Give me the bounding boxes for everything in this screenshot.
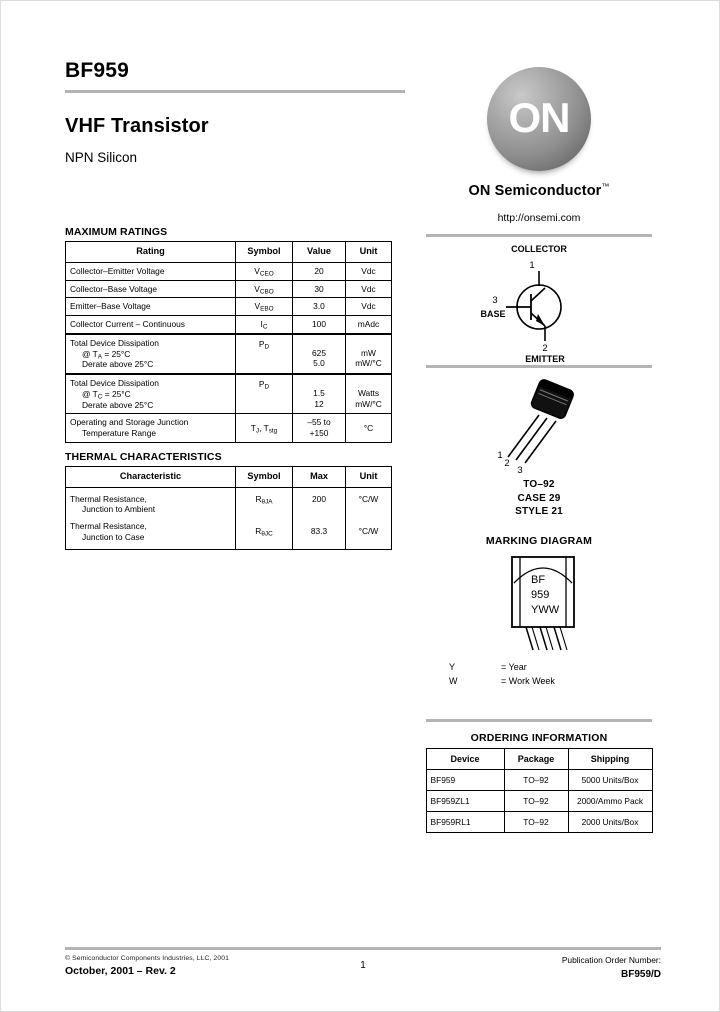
rating-unit: Vdc <box>346 262 392 280</box>
company-name: ON Semiconductor™ <box>468 182 610 199</box>
order-device: BF959ZL1 <box>426 791 504 812</box>
rating-value <box>293 414 346 443</box>
order-shipping: 2000/Ammo Pack <box>568 791 652 812</box>
rating-unit: Vdc <box>346 280 392 298</box>
rating-symbol: $T_J$, $T_{stg}$ <box>236 414 293 443</box>
rating-label: Collector Current – Continuous <box>66 316 236 334</box>
table-row <box>66 487 392 518</box>
thermal-char-line2: Junction to Case <box>82 531 145 542</box>
thermal-char-line2: Junction to Ambient <box>82 504 156 515</box>
dissipation-ta-value1: 625 <box>312 347 326 358</box>
on-logo-text: ON <box>508 94 570 142</box>
package-name: TO–92 <box>523 478 555 490</box>
legend-key: W <box>449 676 458 687</box>
rating-value <box>293 334 346 374</box>
section-divider <box>426 365 652 368</box>
page-subtitle: NPN Silicon <box>65 150 138 165</box>
transistor-schematic <box>419 241 659 363</box>
thermal-max: 200 <box>293 487 346 518</box>
rating-symbol: $V_{CBO}$ <box>236 280 293 298</box>
left-column <box>65 59 405 550</box>
table-header-row <box>66 466 392 487</box>
copyright-notice: © Semiconductor Components Industries, LLC, 2001 <box>65 955 229 962</box>
table-row <box>66 518 392 549</box>
table-row <box>426 791 652 812</box>
marking-legend <box>449 661 629 689</box>
package-case: CASE 29 <box>517 492 561 504</box>
ordering-information-heading: ORDERING INFORMATION <box>470 732 608 745</box>
column-header-unit: Unit <box>346 466 392 487</box>
header-divider <box>65 90 405 93</box>
base-label-text: BASE <box>480 308 506 319</box>
thermal-unit: °C/W <box>346 487 392 518</box>
rating-value: 3.0 <box>293 298 346 316</box>
dissipation-tc-value1: 1.5 <box>313 387 325 398</box>
marking-line1-text: BF <box>531 574 546 587</box>
rating-symbol: $P_D$ <box>236 374 293 414</box>
dissipation-tc-line2: @ $T_C = 25^\circ C$ <box>82 388 131 401</box>
order-package: TO–92 <box>504 770 568 791</box>
section-divider <box>426 719 652 722</box>
legend-key: Y <box>449 662 456 673</box>
column-header-package: Package <box>504 749 568 770</box>
dissipation-tc-line1: Total Device Dissipation <box>70 378 159 389</box>
column-header-value: Value <box>293 242 346 263</box>
right-column <box>419 59 659 833</box>
on-logo-sphere-icon <box>487 67 591 171</box>
section-divider <box>426 234 652 237</box>
package-pin2-text: 2 <box>504 457 510 469</box>
dissipation-tc-value2: 12 <box>314 398 324 409</box>
order-shipping: 5000 Units/Box <box>568 770 652 791</box>
table-row <box>66 316 392 334</box>
table-row <box>66 280 392 298</box>
rating-value: 20 <box>293 262 346 280</box>
rating-symbol: $V_{CEO}$ <box>236 262 293 280</box>
max-ratings-table <box>65 241 392 443</box>
thermal-symbol: $R_{\theta JC}$ <box>236 518 293 549</box>
footer-divider <box>65 947 661 950</box>
rating-label <box>66 334 236 374</box>
dissipation-ta-unit1: mW <box>361 347 376 358</box>
marking-line3-text: YWW <box>531 604 560 617</box>
table-row-dissipation-tc <box>66 374 392 414</box>
marking-line2-text: 959 <box>531 589 550 602</box>
emitter-label-text: EMITTER <box>525 353 565 363</box>
ordering-information-table <box>426 748 653 833</box>
table-row <box>66 262 392 280</box>
temp-range-value2: +150 <box>309 428 329 439</box>
dissipation-ta-line3: Derate above 25°C <box>82 359 154 370</box>
column-header-device: Device <box>426 749 504 770</box>
max-ratings-heading: MAXIMUM RATINGS <box>65 226 168 238</box>
thermal-symbol: $R_{\theta JA}$ <box>236 487 293 518</box>
rating-value: 100 <box>293 316 346 334</box>
footer-right <box>562 955 661 980</box>
rating-label <box>66 414 236 443</box>
package-pin1-text: 1 <box>497 449 503 461</box>
on-semiconductor-logo <box>419 67 659 224</box>
table-row <box>426 770 652 791</box>
rating-unit: mAdc <box>346 316 392 334</box>
legend-item <box>449 661 629 675</box>
table-row <box>426 812 652 833</box>
thermal-max: 83.3 <box>293 518 346 549</box>
table-header-row <box>66 242 392 263</box>
package-labels <box>419 478 659 519</box>
page-number: 1 <box>360 960 366 971</box>
dissipation-ta-unit2: mW/°C <box>355 358 382 369</box>
rating-value <box>293 374 346 414</box>
temp-range-line1: Operating and Storage Junction <box>70 417 189 428</box>
package-style: STYLE 21 <box>515 506 563 518</box>
page-title: VHF Transistor <box>65 115 209 137</box>
rating-symbol: $P_D$ <box>236 334 293 374</box>
revision-date: October, 2001 – Rev. 2 <box>65 965 176 977</box>
order-package: TO–92 <box>504 791 568 812</box>
column-header-max: Max <box>293 466 346 487</box>
legend-item <box>449 675 629 689</box>
order-device: BF959 <box>426 770 504 791</box>
rating-unit: °C <box>346 414 392 443</box>
table-header-row <box>426 749 652 770</box>
order-package: TO–92 <box>504 812 568 833</box>
package-pin3-text: 3 <box>517 464 523 476</box>
rating-label: Collector–Base Voltage <box>66 280 236 298</box>
column-header-symbol: Symbol <box>236 242 293 263</box>
table-row <box>66 298 392 316</box>
column-header-unit: Unit <box>346 242 392 263</box>
thermal-characteristic <box>66 518 236 549</box>
publication-order-label: Publication Order Number: <box>561 955 661 965</box>
dissipation-ta-line1: Total Device Dissipation <box>70 337 159 348</box>
temp-range-value1: –55 to <box>307 417 331 428</box>
dissipation-ta-value2: 5.0 <box>313 358 325 369</box>
dissipation-tc-unit1: Watts <box>357 387 380 398</box>
dissipation-tc-line3: Derate above 25°C <box>82 399 154 410</box>
column-header-rating: Rating <box>66 242 236 263</box>
legend-value: = Work Week <box>501 676 555 687</box>
thermal-heading: THERMAL CHARACTERISTICS <box>65 450 222 463</box>
rating-label <box>66 374 236 414</box>
rating-unit: Vdc <box>346 298 392 316</box>
thermal-char-line1: Thermal Resistance, <box>70 493 147 504</box>
rating-label: Emitter–Base Voltage <box>66 298 236 316</box>
trademark-symbol: ™ <box>601 182 610 191</box>
table-row-dissipation-ta <box>66 334 392 374</box>
page-footer <box>65 947 661 989</box>
collector-label-text: COLLECTOR <box>511 243 567 254</box>
column-header-characteristic: Characteristic <box>66 466 236 487</box>
base-pin-text: 3 <box>492 294 498 306</box>
package-drawing <box>419 378 659 519</box>
thermal-char-line1: Thermal Resistance, <box>70 521 147 532</box>
thermal-table <box>65 466 392 550</box>
marking-diagram-heading: MARKING DIAGRAM <box>485 535 593 548</box>
marking-diagram <box>419 547 659 655</box>
rating-unit <box>346 334 392 374</box>
part-number: BF959 <box>65 59 130 82</box>
collector-pin-text: 1 <box>529 259 535 271</box>
legend-value: = Year <box>501 662 527 673</box>
company-url[interactable]: http://onsemi.com <box>497 211 581 224</box>
temp-range-line2: Temperature Range <box>82 428 157 439</box>
rating-label: Collector–Emitter Voltage <box>66 262 236 280</box>
dissipation-ta-line2: @ $T_A = 25^\circ C$ <box>82 348 131 361</box>
table-row-temp-range <box>66 414 392 443</box>
column-header-symbol: Symbol <box>236 466 293 487</box>
thermal-unit: °C/W <box>346 518 392 549</box>
publication-order-number: BF959/D <box>620 969 661 980</box>
column-header-shipping: Shipping <box>568 749 652 770</box>
order-shipping: 2000 Units/Box <box>568 812 652 833</box>
dissipation-tc-unit2: mW/°C <box>355 398 382 409</box>
rating-symbol: $I_C$ <box>236 316 293 334</box>
rating-value: 30 <box>293 280 346 298</box>
rating-unit <box>346 374 392 414</box>
thermal-characteristic <box>66 487 236 518</box>
emitter-pin-text: 2 <box>542 342 548 354</box>
order-device: BF959RL1 <box>426 812 504 833</box>
rating-symbol: $V_{EBO}$ <box>236 298 293 316</box>
